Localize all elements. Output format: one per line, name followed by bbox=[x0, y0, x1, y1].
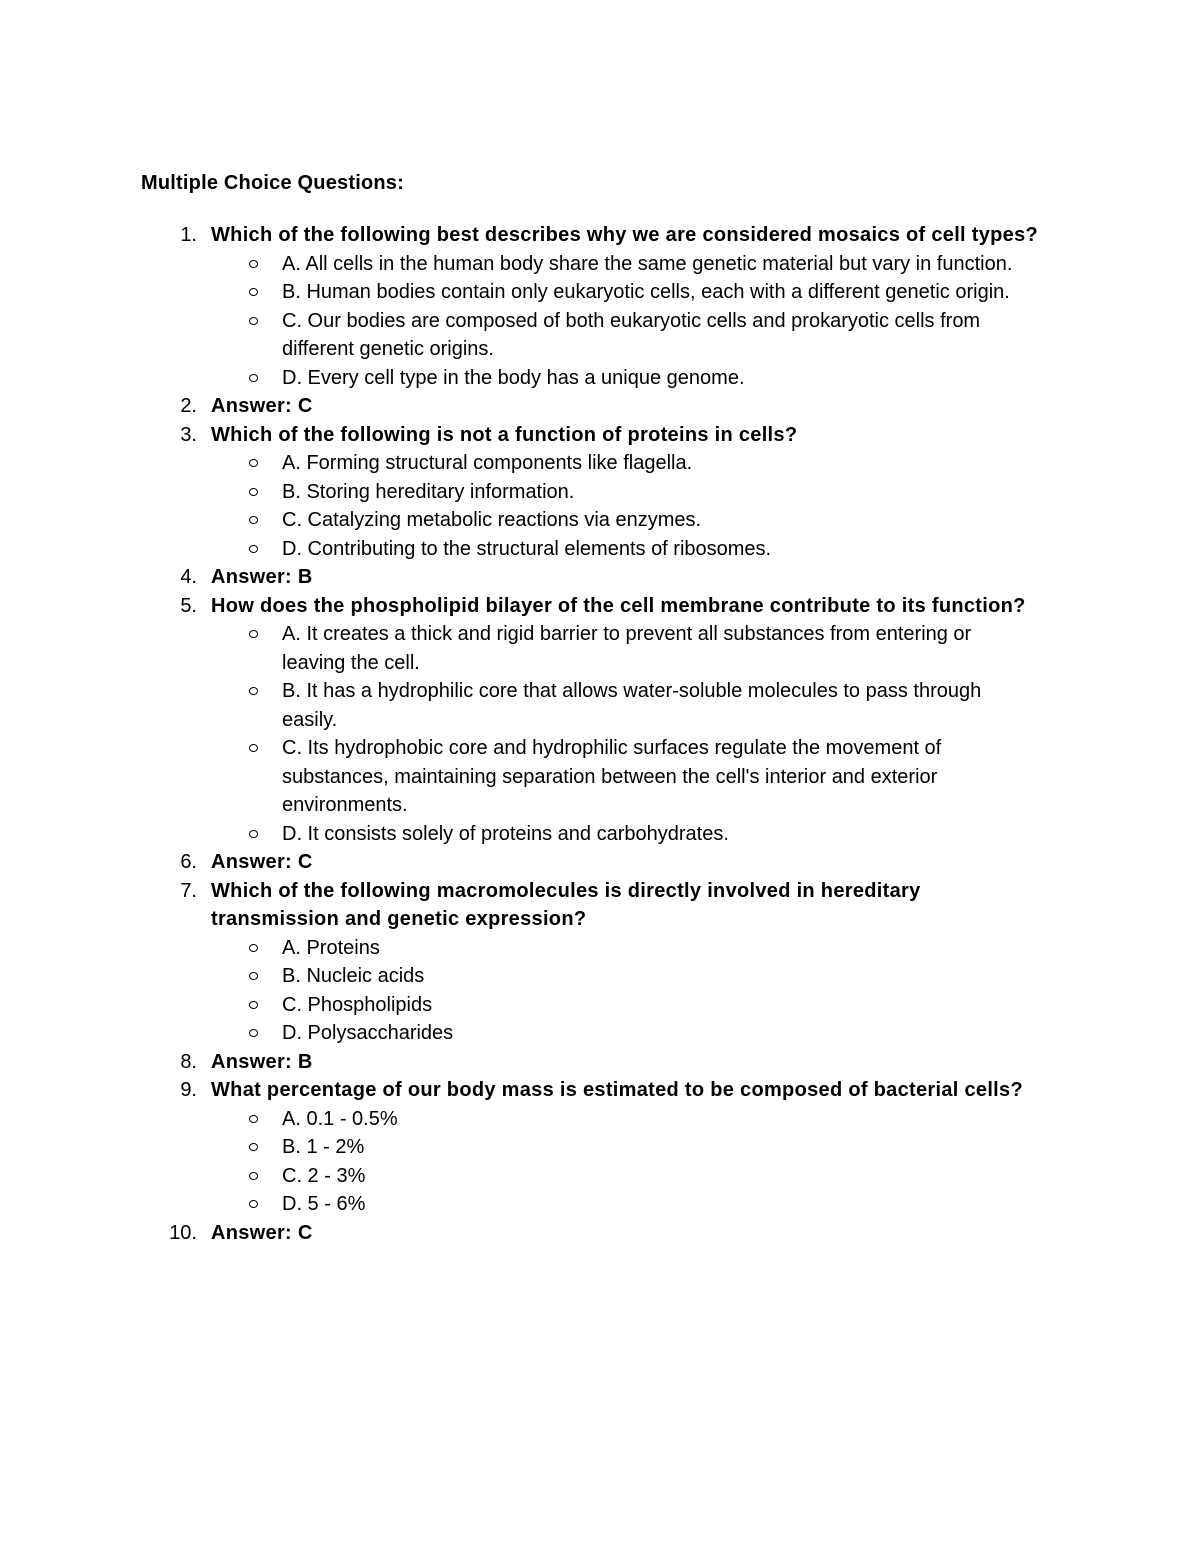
option-item bbox=[211, 1105, 1040, 1134]
option-text: B. Storing hereditary information. bbox=[282, 480, 575, 503]
answer-text: Answer: C bbox=[211, 395, 313, 417]
question-text: Which of the following is not a function of proteins in cells? bbox=[211, 423, 798, 446]
option-item bbox=[211, 820, 1040, 849]
list-number: 2. bbox=[180, 395, 197, 417]
option-item bbox=[211, 449, 1040, 478]
option-list bbox=[211, 449, 1040, 563]
question-item bbox=[0, 1076, 1040, 1219]
hollow-circle-bullet-icon bbox=[249, 1029, 258, 1037]
answer-item bbox=[0, 848, 1040, 877]
option-text: D. Polysaccharides bbox=[282, 1022, 454, 1044]
answer-text: Answer: C bbox=[211, 1221, 313, 1244]
option-item bbox=[211, 1133, 1040, 1162]
option-text: B. Human bodies contain only eukaryotic cells, each with a different genetic origin. bbox=[282, 281, 1010, 303]
option-list bbox=[211, 1105, 1040, 1219]
list-number: 5. bbox=[180, 594, 197, 617]
option-item bbox=[211, 307, 1040, 364]
hollow-circle-bullet-icon bbox=[249, 516, 258, 524]
option-text: B. 1 - 2% bbox=[282, 1136, 365, 1158]
option-text: B. Nucleic acids bbox=[282, 965, 425, 987]
option-text: A. 0.1 - 0.5% bbox=[282, 1107, 398, 1130]
list-number: 3. bbox=[180, 423, 197, 446]
option-item bbox=[211, 991, 1040, 1020]
section-heading: Multiple Choice Questions: bbox=[141, 172, 404, 194]
option-item bbox=[211, 1162, 1040, 1191]
option-text: D. Contributing to the structural elements of ribosomes. bbox=[282, 537, 772, 560]
option-item bbox=[211, 620, 1040, 677]
hollow-circle-bullet-icon bbox=[249, 944, 258, 952]
hollow-circle-bullet-icon bbox=[249, 1001, 258, 1009]
list-number: 10. bbox=[169, 1221, 197, 1244]
question-text: Which of the following macromolecules is directly involved in hereditary transmission and genetic expression? bbox=[211, 879, 921, 930]
option-item bbox=[211, 734, 1040, 820]
option-text: A. It creates a thick and rigid barrier to prevent all substances from entering or leaving the cell. bbox=[282, 623, 972, 674]
option-item bbox=[211, 278, 1040, 307]
option-text: C. 2 - 3% bbox=[282, 1164, 366, 1187]
option-text: C. Our bodies are composed of both eukaryotic cells and prokaryotic cells from different genetic origins. bbox=[282, 309, 981, 360]
hollow-circle-bullet-icon bbox=[249, 1200, 258, 1208]
option-item bbox=[211, 478, 1040, 507]
option-text: C. Catalyzing metabolic reactions via enzymes. bbox=[282, 509, 702, 531]
option-item bbox=[211, 1190, 1040, 1219]
option-text: A. Proteins bbox=[282, 936, 380, 959]
hollow-circle-bullet-icon bbox=[249, 744, 258, 752]
option-item bbox=[211, 506, 1040, 535]
answer-text: Answer: B bbox=[211, 566, 313, 588]
answer-text: Answer: B bbox=[211, 1050, 313, 1073]
hollow-circle-bullet-icon bbox=[249, 488, 258, 496]
hollow-circle-bullet-icon bbox=[249, 317, 258, 325]
answer-item bbox=[0, 392, 1040, 421]
option-text: C. Its hydrophobic core and hydrophilic surfaces regulate the movement of substances, maintaining separation between the cell's interior and exterior environments. bbox=[282, 737, 942, 816]
option-list bbox=[211, 620, 1040, 848]
option-text: D. Every cell type in the body has a unique genome. bbox=[282, 366, 745, 389]
option-text: A. All cells in the human body share the same genetic material but vary in function. bbox=[282, 252, 1013, 275]
list-number: 9. bbox=[180, 1079, 197, 1101]
answer-item bbox=[0, 563, 1040, 592]
list-number: 4. bbox=[180, 566, 197, 588]
answer-item bbox=[0, 1048, 1040, 1077]
question-item bbox=[0, 877, 1040, 1048]
question-text: What percentage of our body mass is estimated to be composed of bacterial cells? bbox=[211, 1079, 1023, 1101]
hollow-circle-bullet-icon bbox=[249, 1115, 258, 1123]
hollow-circle-bullet-icon bbox=[249, 260, 258, 268]
option-list bbox=[211, 934, 1040, 1048]
option-item bbox=[211, 962, 1040, 991]
hollow-circle-bullet-icon bbox=[249, 374, 258, 382]
answer-item bbox=[0, 1219, 1040, 1248]
hollow-circle-bullet-icon bbox=[249, 687, 258, 695]
option-list bbox=[211, 250, 1040, 393]
list-number: 1. bbox=[180, 224, 197, 246]
hollow-circle-bullet-icon bbox=[249, 288, 258, 296]
option-item bbox=[211, 934, 1040, 963]
option-text: B. It has a hydrophilic core that allows water-soluble molecules to pass through easily. bbox=[282, 680, 982, 731]
question-item bbox=[0, 221, 1040, 392]
hollow-circle-bullet-icon bbox=[249, 545, 258, 553]
hollow-circle-bullet-icon bbox=[249, 630, 258, 638]
hollow-circle-bullet-icon bbox=[249, 1143, 258, 1151]
list-number: 7. bbox=[180, 879, 197, 902]
question-text: How does the phospholipid bilayer of the cell membrane contribute to its function? bbox=[211, 594, 1026, 617]
option-text: D. 5 - 6% bbox=[282, 1193, 366, 1215]
option-item bbox=[211, 1019, 1040, 1048]
option-item bbox=[211, 250, 1040, 279]
answer-text: Answer: C bbox=[211, 851, 313, 873]
list-number: 6. bbox=[180, 851, 197, 873]
question-item bbox=[0, 421, 1040, 564]
question-text: Which of the following best describes why we are considered mosaics of cell types? bbox=[211, 224, 1039, 246]
option-item bbox=[211, 364, 1040, 393]
option-item bbox=[211, 535, 1040, 564]
question-list bbox=[0, 221, 1200, 1247]
question-item bbox=[0, 592, 1040, 849]
hollow-circle-bullet-icon bbox=[249, 972, 258, 980]
hollow-circle-bullet-icon bbox=[249, 1172, 258, 1180]
option-text: C. Phospholipids bbox=[282, 993, 433, 1016]
option-text: A. Forming structural components like flagella. bbox=[282, 452, 693, 474]
hollow-circle-bullet-icon bbox=[249, 459, 258, 467]
option-text: D. It consists solely of proteins and carbohydrates. bbox=[282, 822, 729, 845]
option-item bbox=[211, 677, 1040, 734]
hollow-circle-bullet-icon bbox=[249, 830, 258, 838]
list-number: 8. bbox=[180, 1050, 197, 1073]
